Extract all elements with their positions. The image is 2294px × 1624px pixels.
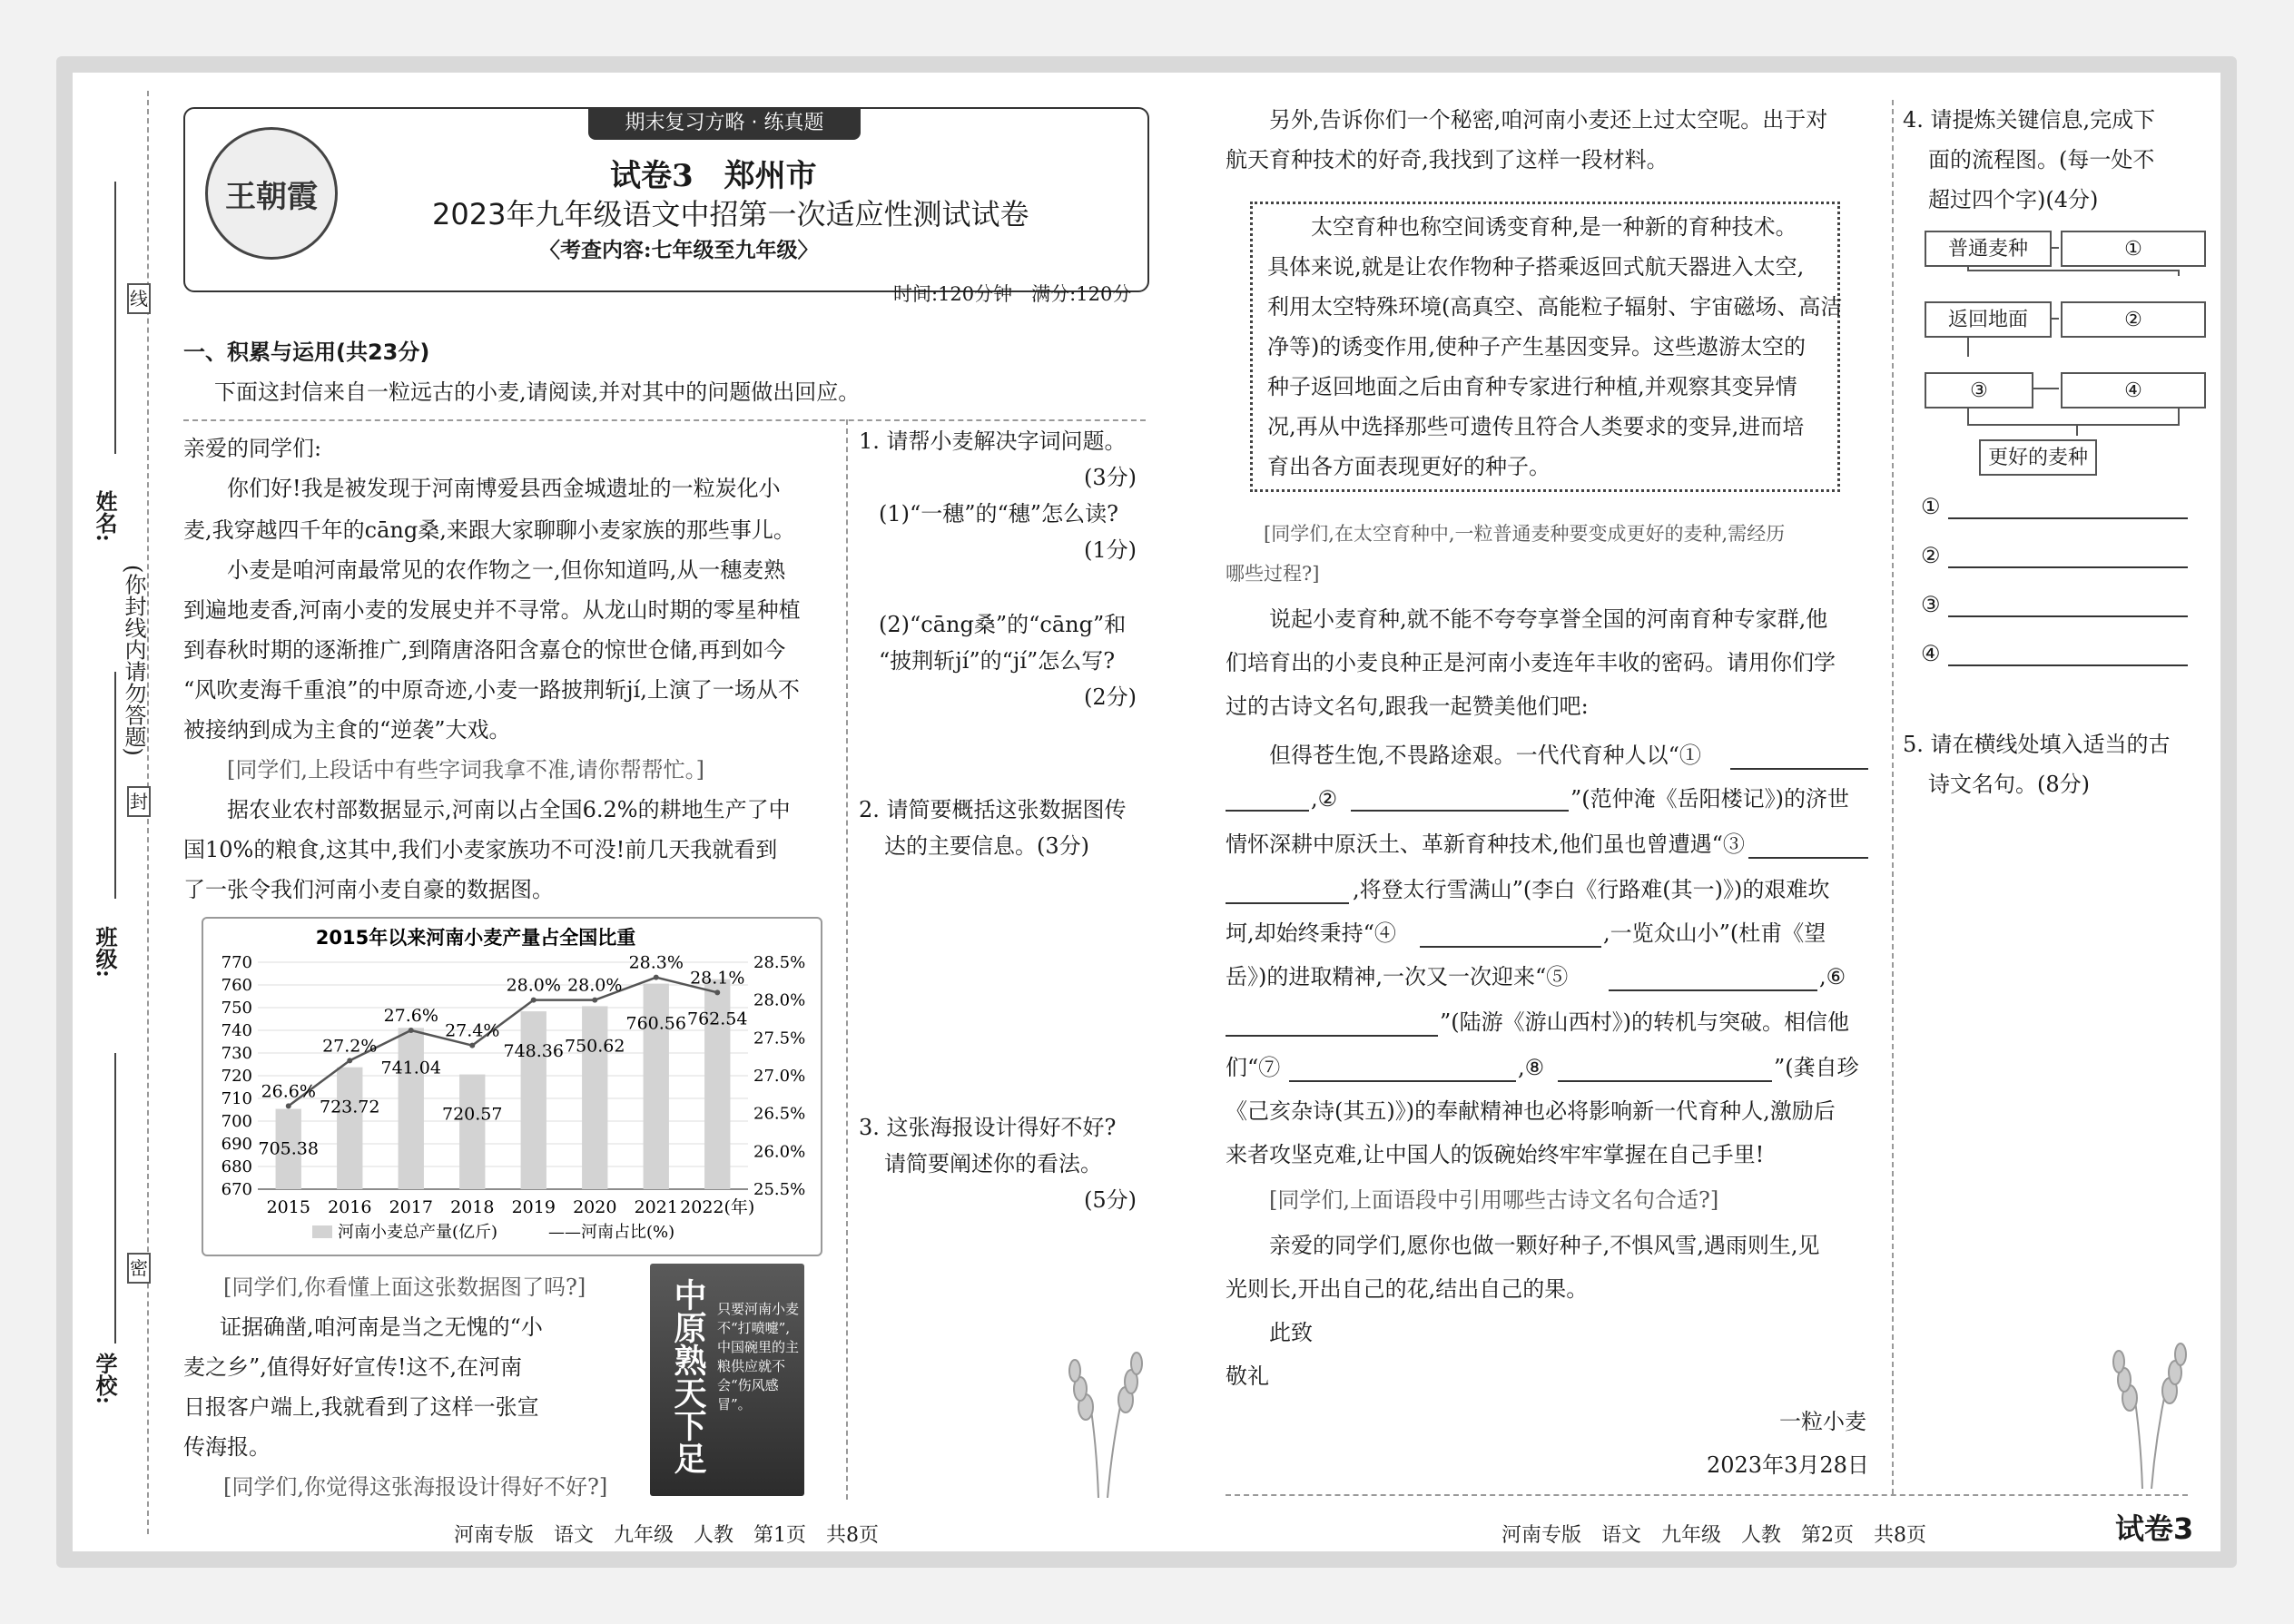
share-value-label: 26.6% bbox=[261, 1081, 316, 1102]
share-value-label: 27.4% bbox=[445, 1020, 500, 1041]
y-right-tick-label: 25.5% bbox=[753, 1180, 806, 1199]
jing-li: 敬礼 bbox=[1226, 1363, 1269, 1389]
share-point bbox=[531, 998, 537, 1003]
x-tick-label: 2020 bbox=[573, 1197, 617, 1217]
x-tick-label: 2021 bbox=[634, 1197, 678, 1217]
fill-line-5: 坷,却始终秉持“④ bbox=[1226, 920, 1396, 946]
answer-2-blank[interactable] bbox=[1948, 566, 2188, 568]
material-line: 具体来说,就是让农作物种子搭乘返回式航天器进入太空, bbox=[1267, 254, 1805, 280]
answer-1-label: ① bbox=[1921, 494, 1941, 519]
flow-step-3: ③ bbox=[1925, 372, 2033, 408]
fill-blank-1[interactable] bbox=[1730, 768, 1868, 770]
fill-blank-7[interactable] bbox=[1289, 1080, 1516, 1082]
school-label: 学校: bbox=[92, 1353, 118, 1404]
school-blank bbox=[114, 1053, 116, 1343]
fill-line-2: ,② bbox=[1311, 786, 1338, 812]
share-value-label: 28.0% bbox=[506, 975, 561, 996]
space-prompt: [同学们,在太空育种中,一粒普通麦种要变成更好的麦种,需经历 bbox=[1226, 523, 1786, 545]
answer-1-blank[interactable] bbox=[1948, 517, 2188, 519]
letter-line: 亲爱的同学们: bbox=[183, 436, 322, 461]
x-tick-label: 2022(年) bbox=[680, 1197, 755, 1217]
share-point bbox=[654, 975, 659, 980]
bar-value-label: 762.54 bbox=[687, 1009, 748, 1029]
space-prompt-cont: 哪些过程?] bbox=[1226, 563, 1320, 585]
legend-line-label: ——河南占比(%) bbox=[548, 1223, 675, 1242]
letter-line: 到遍地麦香,河南小麦的发展史并不寻常。从龙山时期的零星种植 bbox=[183, 597, 801, 623]
letter-line: 你们好!我是被发现于河南博爱县西金城遗址的一粒炭化小 bbox=[183, 476, 781, 501]
fill-line-7: ”(陆游《游山西村》)的转机与突破。相信他 bbox=[1440, 1009, 1849, 1035]
bar-value-label: 705.38 bbox=[258, 1138, 319, 1159]
fill-line-4: ,将登太行雪满山”(李白《行路难(其一)》)的艰难坎 bbox=[1353, 877, 1830, 902]
closing-line: 光则长,开出自己的花,结出自己的果。 bbox=[1226, 1276, 1589, 1302]
bar-value-label: 723.72 bbox=[320, 1097, 380, 1117]
fill-line-1: 但得苍生饱,不畏路途艰。一代代育种人以“① bbox=[1226, 743, 1701, 768]
question-4-cont: 面的流程图。(每一处不 bbox=[1928, 147, 2155, 172]
question-1-1: (1)“一穗”的“穗”怎么读? bbox=[879, 501, 1118, 527]
y-left-tick-label: 750 bbox=[221, 999, 252, 1018]
x-tick-label: 2016 bbox=[328, 1197, 372, 1217]
question-2-cont: 达的主要信息。(3分) bbox=[884, 833, 1089, 859]
footer-left: 河南专版 语文 九年级 人教 第1页 共8页 bbox=[454, 1524, 879, 1547]
letter-line: 了一张令我们河南小麦自豪的数据图。 bbox=[183, 877, 554, 902]
share-value-label: 28.1% bbox=[690, 968, 745, 989]
y-left-tick-label: 770 bbox=[221, 953, 252, 972]
share-value-label: 28.3% bbox=[628, 952, 684, 973]
share-point bbox=[592, 998, 597, 1003]
y-left-tick-label: 670 bbox=[221, 1180, 252, 1199]
right-line: 说起小麦育种,就不能不夸夸享誉全国的河南育种专家群,他 bbox=[1226, 606, 1828, 632]
letter-line: 国10%的粮食,这其中,我们小麦家族功不可没!前几天我就看到 bbox=[183, 837, 778, 862]
flow-step-4: ④ bbox=[2061, 372, 2206, 408]
flow-end: 更好的麦种 bbox=[1979, 439, 2097, 476]
name-blank bbox=[114, 182, 116, 454]
question-5: 5. 请在横线处填入适当的古 bbox=[1903, 732, 2171, 757]
fill-line-10: 来者攻坚克难,让中国人的饭碗始终牢牢掌握在自己手里! bbox=[1226, 1142, 1765, 1167]
y-left-tick-label: 720 bbox=[221, 1067, 252, 1086]
fill-line-8c: ”(龚自珍 bbox=[1774, 1055, 1859, 1080]
fill-blank-3[interactable] bbox=[1748, 857, 1868, 859]
time-score: 时间:120分钟 满分:120分 bbox=[893, 283, 1132, 305]
poster-image bbox=[650, 1264, 804, 1496]
fill-blank-2[interactable] bbox=[1351, 810, 1569, 812]
ci-zhi: 此致 bbox=[1226, 1320, 1313, 1345]
column-divider-left bbox=[846, 419, 848, 1500]
poster-headline: 中原熟天下足 bbox=[669, 1278, 707, 1474]
answer-4-label: ④ bbox=[1921, 641, 1941, 666]
share-point bbox=[347, 1058, 352, 1063]
question-3: 3. 这张海报设计得好不好? bbox=[859, 1115, 1117, 1140]
binding-mi: 密 bbox=[127, 1253, 151, 1284]
name-label: 姓名: bbox=[92, 490, 118, 542]
y-left-tick-label: 700 bbox=[221, 1112, 252, 1131]
bar-value-label: 750.62 bbox=[565, 1036, 625, 1057]
y-right-tick-label: 28.0% bbox=[753, 990, 806, 1010]
answer-4-blank[interactable] bbox=[1948, 664, 2188, 666]
signature: 一粒小麦 bbox=[1779, 1409, 1866, 1434]
fill-blank-4[interactable] bbox=[1420, 946, 1601, 948]
y-right-tick-label: 27.0% bbox=[753, 1067, 806, 1086]
material-line: 育出各方面表现更好的种子。 bbox=[1267, 454, 1551, 479]
y-right-tick-label: 27.5% bbox=[753, 1029, 806, 1048]
right-bottom-divider bbox=[1226, 1494, 2188, 1496]
y-left-tick-label: 730 bbox=[221, 1044, 252, 1063]
class-label: 班级: bbox=[92, 926, 118, 978]
material-line: 利用太空特殊环境(高真空、高能粒子辐射、宇宙磁场、高洁 bbox=[1267, 294, 1843, 320]
letter-line: 到春秋时期的逐渐推广,到隋唐洛阳含嘉仓的惊世仓储,再到如今 bbox=[183, 637, 786, 663]
share-value-label: 27.2% bbox=[322, 1036, 378, 1057]
legend-bar-label: 河南小麦总产量(亿斤) bbox=[338, 1223, 498, 1242]
answer-2-label: ② bbox=[1921, 543, 1941, 568]
letter-line: 证据确凿,咱河南是当之无愧的“小 bbox=[198, 1314, 543, 1340]
chart-bar bbox=[337, 1068, 362, 1189]
fill-blank-6[interactable] bbox=[1226, 1035, 1438, 1037]
letter-line: 传海报。 bbox=[183, 1434, 271, 1460]
question-1-2: (2)“cāng桑”的“cāng”和 bbox=[879, 612, 1127, 637]
flow-step-2: ② bbox=[2061, 301, 2206, 338]
closing-line: 亲爱的同学们,愿你也做一颗好种子,不惧风雪,遇雨则生,见 bbox=[1226, 1233, 1820, 1258]
y-left-tick-label: 760 bbox=[221, 976, 252, 995]
question-1-score: (3分) bbox=[1084, 465, 1137, 490]
flow-step-1: ① bbox=[2061, 231, 2206, 267]
share-point bbox=[469, 1043, 475, 1048]
material-line: 况,再从中选择那些可遗传且符合人类要求的变异,进而培 bbox=[1267, 414, 1805, 439]
chart-bar bbox=[399, 1028, 424, 1189]
question-2: 2. 请简要概括这张数据图传 bbox=[859, 797, 1127, 822]
class-blank bbox=[114, 672, 116, 899]
publisher-logo bbox=[205, 127, 338, 260]
letter-line: 日报客户端上,我就看到了这样一张宣 bbox=[183, 1394, 539, 1420]
exam-scope: 〈考查内容:七年级至九年级〉 bbox=[539, 238, 819, 262]
right-line: 另外,告诉你们一个秘密,咱河南小麦还上过太空呢。出于对 bbox=[1226, 107, 1828, 133]
fill-line-9: 《己亥杂诗(其五)》)的奉献精神也必将影响新一代育种人,激励后 bbox=[1226, 1098, 1836, 1124]
chart-grid bbox=[258, 962, 748, 1189]
poster-prompt: [同学们,你觉得这张海报设计得好不好?] bbox=[223, 1474, 608, 1500]
chart-bar bbox=[459, 1075, 485, 1189]
footer-right: 河南专版 语文 九年级 人教 第2页 共8页 bbox=[1501, 1524, 1926, 1547]
answer-3-label: ③ bbox=[1921, 592, 1941, 617]
bar-value-label: 741.04 bbox=[380, 1058, 441, 1078]
binding-feng: 封 bbox=[127, 786, 151, 817]
fill-line-3: 情怀深耕中原沃土、革新育种技术,他们虽也曾遭遇“③ bbox=[1226, 832, 1745, 857]
x-tick-label: 2018 bbox=[450, 1197, 495, 1217]
letter-line: “风吹麦海千重浪”的中原奇迹,小麦一路披荆斩jí,上演了一场从不 bbox=[183, 677, 800, 703]
binding-xian: 线 bbox=[127, 283, 151, 314]
chart-bar bbox=[582, 1006, 607, 1189]
material-line: 净等)的诱变作用,使种子产生基因变异。这些遨游太空的 bbox=[1267, 334, 1806, 359]
chart-bar bbox=[521, 1011, 546, 1189]
x-tick-label: 2015 bbox=[266, 1197, 310, 1217]
question-3-cont: 请简要阐述你的看法。 bbox=[884, 1151, 1102, 1176]
chart-title: 2015年以来河南小麦产量占全国比重 bbox=[315, 927, 636, 949]
question-5-cont: 诗文名句。(8分) bbox=[1928, 772, 2090, 797]
poem-prompt: [同学们,上面语段中引用哪些古诗文名句合适?] bbox=[1226, 1187, 1719, 1213]
y-left-tick-label: 680 bbox=[221, 1157, 252, 1176]
share-point bbox=[714, 989, 720, 995]
flow-start: 普通麦种 bbox=[1925, 231, 2052, 267]
flow-return: 返回地面 bbox=[1925, 301, 2052, 338]
exam-subtitle: 2023年九年级语文中招第一次适应性测试试卷 bbox=[432, 197, 1029, 231]
share-point bbox=[286, 1103, 291, 1108]
question-1-2-cont: “披荆斩jí”的“jí”怎么写? bbox=[879, 648, 1116, 674]
letter-line: 麦之乡”,值得好好宣传!这不,在河南 bbox=[183, 1354, 523, 1380]
wheat-chart-svg bbox=[203, 919, 821, 1255]
letter-line: 小麦是咱河南最常见的农作物之一,但你知道吗,从一穗麦熟 bbox=[183, 557, 786, 583]
letter-line: 被接纳到成为主食的“逆袭”大戏。 bbox=[183, 717, 511, 743]
x-tick-label: 2019 bbox=[511, 1197, 556, 1217]
fill-line-6b: ,⑥ bbox=[1819, 964, 1846, 989]
wheat-icon bbox=[1044, 1343, 1153, 1498]
fill-blank-8[interactable] bbox=[1558, 1080, 1772, 1082]
question-4-score: 超过四个字)(4分) bbox=[1928, 187, 2099, 212]
question-3-score: (5分) bbox=[1084, 1187, 1137, 1213]
footer-badge: 试卷3 bbox=[2115, 1511, 2194, 1546]
header-tag: 期末复习方略 · 练真题 bbox=[588, 107, 861, 140]
fill-line-2b: ”(范仲淹《岳阳楼记》)的济世 bbox=[1570, 786, 1849, 812]
right-line: 们培育出的小麦良种正是河南小麦连年丰收的密码。请用你们学 bbox=[1226, 650, 1836, 675]
bar-value-label: 748.36 bbox=[503, 1041, 564, 1062]
letter-prompt: [同学们,上段话中有些字词我拿不准,请你帮帮忙。] bbox=[183, 757, 704, 782]
fill-blank-3-cont[interactable] bbox=[1226, 902, 1349, 904]
y-right-tick-label: 28.5% bbox=[753, 953, 806, 972]
column-divider-right bbox=[1892, 100, 1894, 1494]
wheat-icon bbox=[2088, 1334, 2197, 1489]
chart-prompt: [同学们,你看懂上面这张数据图了吗?] bbox=[223, 1275, 586, 1300]
section-title: 一、积累与运用(共23分) bbox=[183, 340, 430, 365]
right-line: 过的古诗文名句,跟我一起赞美他们吧: bbox=[1226, 694, 1589, 719]
answer-3-blank[interactable] bbox=[1948, 615, 2188, 617]
legend-bar-swatch bbox=[312, 1225, 332, 1238]
letter-line: 麦,我穿越四千年的cāng桑,来跟大家聊聊小麦家族的那些事儿。 bbox=[183, 517, 795, 543]
chart-bars bbox=[276, 979, 731, 1189]
share-value-label: 28.0% bbox=[567, 975, 623, 996]
question-1-1-score: (1分) bbox=[1084, 537, 1137, 563]
right-line: 航天育种技术的好奇,我找到了这样一段材料。 bbox=[1226, 147, 1669, 172]
exam-title: 试卷3 郑州市 bbox=[610, 158, 817, 194]
bar-value-label: 760.56 bbox=[625, 1013, 686, 1034]
question-1: 1. 请帮小麦解决字词问题。 bbox=[859, 428, 1127, 454]
bar-value-label: 720.57 bbox=[442, 1104, 503, 1125]
y-left-tick-label: 740 bbox=[221, 1021, 252, 1040]
letter-date: 2023年3月28日 bbox=[1707, 1452, 1869, 1478]
section-intro: 下面这封信来自一粒远古的小麦,请阅读,并对其中的问题做出回应。 bbox=[214, 379, 861, 405]
fill-line-8b: ,⑧ bbox=[1518, 1055, 1545, 1080]
letter-line: 据农业农村部数据显示,河南以占全国6.2%的耕地生产了中 bbox=[183, 797, 791, 822]
binding-note: (你封线内请勿答题) bbox=[121, 565, 146, 756]
wheat-chart bbox=[202, 917, 822, 1256]
material-line: 太空育种也称空间诱变育种,是一种新的育种技术。 bbox=[1267, 214, 1797, 240]
share-point bbox=[409, 1028, 414, 1033]
logo-text: 王朝霞 bbox=[225, 178, 318, 215]
share-value-label: 27.6% bbox=[383, 1006, 438, 1026]
material-line: 种子返回地面之后由育种专家进行种植,并观察其变异情 bbox=[1267, 374, 1797, 399]
fill-blank-1-cont[interactable] bbox=[1226, 810, 1309, 812]
question-1-2-score: (2分) bbox=[1084, 684, 1137, 710]
y-left-tick-label: 710 bbox=[221, 1089, 252, 1108]
x-tick-label: 2017 bbox=[389, 1197, 433, 1217]
question-4: 4. 请提炼关键信息,完成下 bbox=[1903, 107, 2156, 133]
fill-line-5b: ,一览众山小”(杜甫《望 bbox=[1603, 920, 1826, 946]
y-right-tick-label: 26.5% bbox=[753, 1104, 806, 1124]
y-right-tick-label: 26.0% bbox=[753, 1142, 806, 1162]
fill-line-6: 岳》)的进取精神,一次又一次迎来“⑤ bbox=[1226, 964, 1569, 989]
poster-slogan: 只要河南小麦不“打喷嚏”,中国碗里的主粮供应就不会“伤风感冒”。 bbox=[717, 1301, 800, 1412]
fill-line-8: 们“⑦ bbox=[1226, 1055, 1281, 1080]
y-left-tick-label: 690 bbox=[221, 1135, 252, 1154]
fill-blank-5[interactable] bbox=[1609, 989, 1817, 991]
